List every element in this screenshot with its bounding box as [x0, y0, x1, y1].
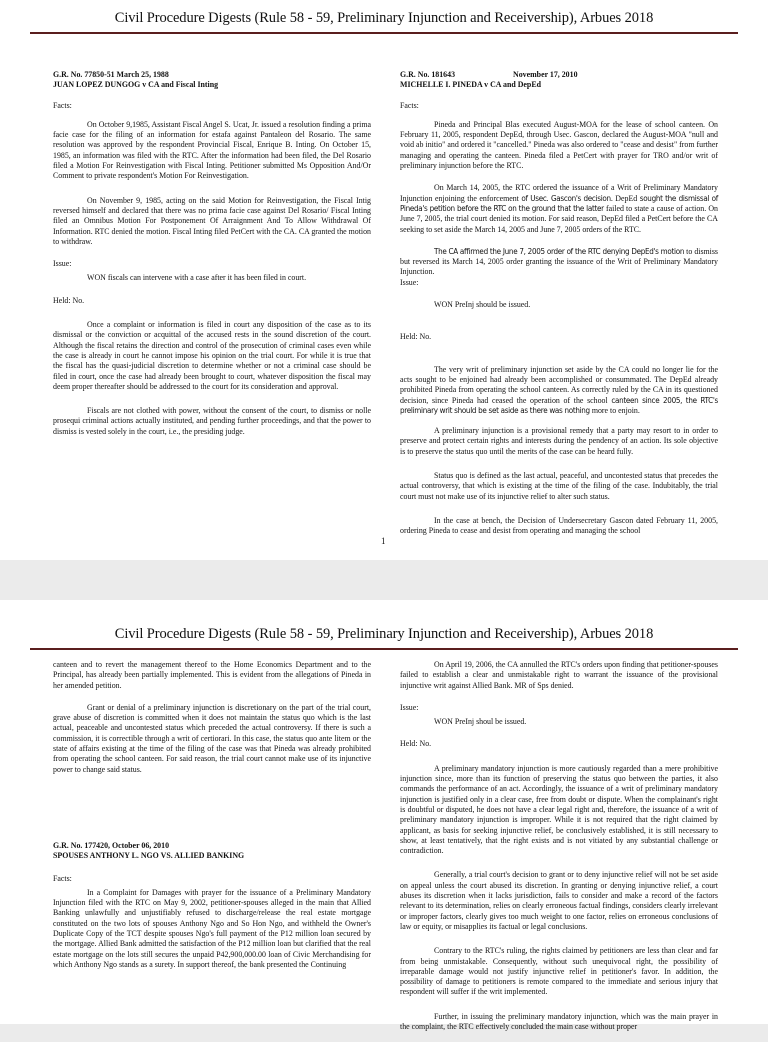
case-title: MICHELLE I. PINEDA v CA and DepEd	[400, 80, 541, 90]
ruling-paragraph: Contrary to the RTC's ruling, the rights claimed by petitioners are less than clear and far from being unmistakable. Consequently, without such unequivocal right, the possibility of irreparable damage would not justify injunctive relief in petitioner's favor. In addition, the possibility of damage to petitioners is remote compared to the immediate and serious injury that respondent will suffer if the writ implemented.	[400, 946, 718, 997]
facts-paragraph: On March 14, 2005, the RTC ordered the issuance of a Writ of Preliminary Mandatory Injunction enjoining the enforcement of Usec. Gascon's decision. DepEd sought the dismissal of Pineda's petition before the RTC on the ground that the latter failed to state a cause of action. On June 7, 2005, the trial court denied its motion. For said reason, DepEd filed a PetCert before the CA seeking to set aside the March 14, 2005 and June 7, 2005 orders of the RTC.	[400, 183, 718, 234]
facts-paragraph: On October 9,1985, Assistant Fiscal Angel S. Ucat, Jr. issued a resolution finding a prima facie case for the filing of an information for estafa against Pantaleon del Rosario. The same resolution was approved by the respondent Provincial Fiscal, Enrique B. Inting. On October 15, 1985, an information was filed with the RTC. After the information had been filed, the Del Rosario filed a Motion For Reinvestigation with Fiscal Inting. Petitioner submitted Ms Opposition And/Or Comment to private respondent's Motion For Reinvestigation.	[53, 119, 371, 181]
ruling-paragraph: Once a complaint or information is filed in court any disposition of the case as to its dismissal or the conviction or acquittal of the accused rests in the sound discretion of the court. Although the fiscal retains the direction and control of the prosecution of criminal cases even while the case is already in court he cannot impose his opinion on the trial court. For while it is true that the fiscal has the quasi-judicial discretion to determine whether or not a criminal case should be filed in court, once the case had already been brought to court, whatever disposition the fiscal may deem proper thereafter should be addressed to the court for its consideration and approval.	[53, 320, 371, 391]
case-title: SPOUSES ANTHONY L. NGO VS. ALLIED BANKING	[53, 851, 245, 861]
issue-label: Issue:	[53, 259, 72, 269]
issue-question: WON PreInj should be issued.	[434, 300, 531, 310]
header-rule	[30, 648, 738, 650]
facts-paragraph: On April 19, 2006, the CA annulled the RTC's orders upon finding that petitioner-spouses failed to establish a clear and unmistakable right to warrant the issuance of the provisional injunctive writ against Allied Bank. MR of Sps denied.	[400, 660, 718, 690]
ruling-paragraph: Generally, a trial court's decision to grant or to deny injunctive relief will not be set aside on appeal unless the court abused its discretion. In granting or denying injunctive relief, a court abuses its discretion when it lacks jurisdiction, fails to consider and make a record of the factors relevant to its determination, relies on clearly erroneous factual findings, considers clearly irrelevant or improper factors, clearly gives too much weight to one factor, relies on erroneous conclusions of law or equity, or misapplies its factual or legal conclusions.	[400, 870, 718, 931]
facts-paragraph: In a Complaint for Damages with prayer for the issuance of a Preliminary Mandatory Injunction filed with the RTC on May 9, 2002, petitioner-spouses alleged in the main that Allied Banking unlawfully and unjustifiably refused to discharge/release the real estate mortgage constituted on the two lots of spouses Anthony Ngo and So Hon Ngo, and withheld the Owner's Duplicate Copy of the TCT despite spouses Ngo's full payment of the P12 million loan secured by the mortgage. Allied Bank admitted the satisfaction of the P12 million loan but clarified that the real estate mortgage on the lots still secures the unpaid P42,900,000.00 loan of Civic Merchandising for which Anthony Ngo stands as a surety. In support thereof, the bank presented the Continuing	[53, 887, 371, 969]
page-header: Civil Procedure Digests (Rule 58 - 59, Preliminary Injunction and Receivership), Arbues 2018	[114, 626, 654, 642]
ruling-paragraph: In the case at bench, the Decision of Undersecretary Gascon dated February 11, 2005, ordering Pineda to cease and desist from operating and managing the school	[400, 515, 718, 536]
ruling-paragraph: Status quo is defined as the last actual, peaceful, and uncontested status that precedes the actual controversy, that which is existing at the time of the filing of the case. Indubitably, the trial court must not make use of its injunctive relief to alter such status.	[400, 471, 718, 501]
issue-label: Issue:	[400, 277, 419, 287]
issue-question: WON PreInj shoul be issued.	[434, 717, 527, 727]
held-label: Held: No.	[400, 332, 432, 342]
case-ngo-ruling	[400, 660, 718, 1042]
ruling-paragraph: Fiscals are not clothed with power, without the consent of the court, to dismiss or nolle prosequi criminal actions actually instituted, and pending further proceedings, and that the power to dismiss is vested solely in the court, i.e., the presiding judge.	[53, 406, 371, 436]
held-label: Held: No.	[400, 739, 432, 749]
issue-label: Issue:	[400, 702, 419, 712]
ruling-paragraph: Further, in issuing the preliminary mandatory injunction, which was the main prayer in the complaint, the RTC effectively concluded the main case without proper	[400, 1011, 718, 1032]
case-pineda-continued	[53, 660, 371, 980]
ruling-paragraph: Grant or denial of a preliminary injunction is discretionary on the part of the trial court, grave abuse of discretion is committed when it does not maintain the status quo which is the last actual, peaceable and uncontested status which preceded the actual controversy. If there is such a commission, it is correctible through a writ of certiorari. In this case, the status quo ante litem or the state of affairs existing at the time of the filing of the case was that Pineda was already prohibited from operating the school canteen. For said reason, the trial court cannot make use of its injunctive power to change said status.	[53, 702, 371, 774]
ruling-paragraph: A preliminary injunction is a provisional remedy that a party may resort to in order to preserve and protect certain rights and interests during the pendency of an action. Its sole objective is to preserve the status quo until the merits of the case can be heard fully.	[400, 426, 718, 456]
issue-question: WON fiscals can intervene with a case after it has been filed in court.	[87, 273, 307, 283]
ruling-paragraph: A preliminary mandatory injunction is more cautiously regarded than a mere prohibitive injunction since, more than its function of preserving the status quo between the parties, it also commands the performance of an act. Accordingly, the issuance of a writ of preliminary mandatory injunction is justified only in a clear case, free from doubt or dispute. When the complainant's right is doubtful or disputed, he does not have a clear legal right and, therefore, the issuance of a writ of preliminary mandatory injunction is improper. While it is not required that the right claimed by applicant, as basis for seeking injunctive relief, be conclusively established, it is still necessary to show, at least tentatively, that the right exists and is not vitiated by any substantial challenge or contradiction.	[400, 763, 718, 856]
case-gr-number: G.R. No. 77850-51 March 25, 1988	[53, 70, 169, 79]
ruling-paragraph: canteen and to revert the management thereof to the Home Economics Department and to the Principal, has already been partially implemented. This is evident from the allegations of Pineda in her amended petition.	[53, 660, 371, 690]
facts-paragraph: The CA affirmed the June 7, 2005 order of the RTC denying DepEd's motion to dismiss but reversed its March 14, 2005 order granting the issuance of the Writ of Preliminary Mandatory Injunction.	[400, 246, 718, 277]
page-number: 1	[381, 536, 386, 546]
held-label: Held: No.	[53, 295, 85, 305]
header-rule	[30, 32, 738, 34]
facts-label: Facts:	[53, 100, 72, 110]
facts-label: Facts:	[53, 873, 72, 883]
document-page-2	[0, 600, 768, 1032]
case-title: JUAN LOPEZ DUNGOG v CA and Fiscal Inting	[53, 80, 219, 90]
ruling-paragraph: The very writ of preliminary injunction set aside by the CA could no longer lie for the acts sought to be enjoined had already been accomplished or consummated. The DepEd already prohibited Pineda from operating the school canteen. As correctly ruled by the CA in its questioned decision, since Pineda had ceased the operation of the school canteen since 2005, the RTC's preliminary writ should be set aside as there was nothing more to enjoin.	[400, 364, 718, 415]
case-dungog	[53, 70, 371, 447]
case-pineda	[400, 70, 718, 547]
page-header: Civil Procedure Digests (Rule 58 - 59, Preliminary Injunction and Receivership), Arbues 2018	[114, 10, 654, 26]
facts-paragraph: Pineda and Principal Blas executed August-MOA for the lease of school canteen. On February 11, 2005, respondent DepEd, through Usec. Gascon, declared the August-MOA "null and void ab initio" and ordered it "cancelled." Pineda was also ordered to "cease and desist" from further managing and operating the canteen. Pineda filed a PetCert with prayer for TRO and/or writ of preliminary injunction before the RTC.	[400, 119, 718, 171]
case-gr-number: G.R. No. 177420, October 06, 2010	[53, 840, 170, 850]
case-gr-number: G.R. No. 181643 November 17, 2010	[400, 70, 578, 79]
facts-label: Facts:	[400, 100, 419, 110]
facts-paragraph: On November 9, 1985, acting on the said Motion for Reinvestigation, the Fiscal Intig reversed himself and declared that there was no prima facie case against Del Rosario/ Fiscal Inting filed an Omnibus Motion For Postponement Of Arraignment And To Allow Withdrawal Of Information. RTC denied the motion. Fiscal Inting filed PetCert with the CA. CA granted the motion to withdraw.	[53, 195, 371, 246]
